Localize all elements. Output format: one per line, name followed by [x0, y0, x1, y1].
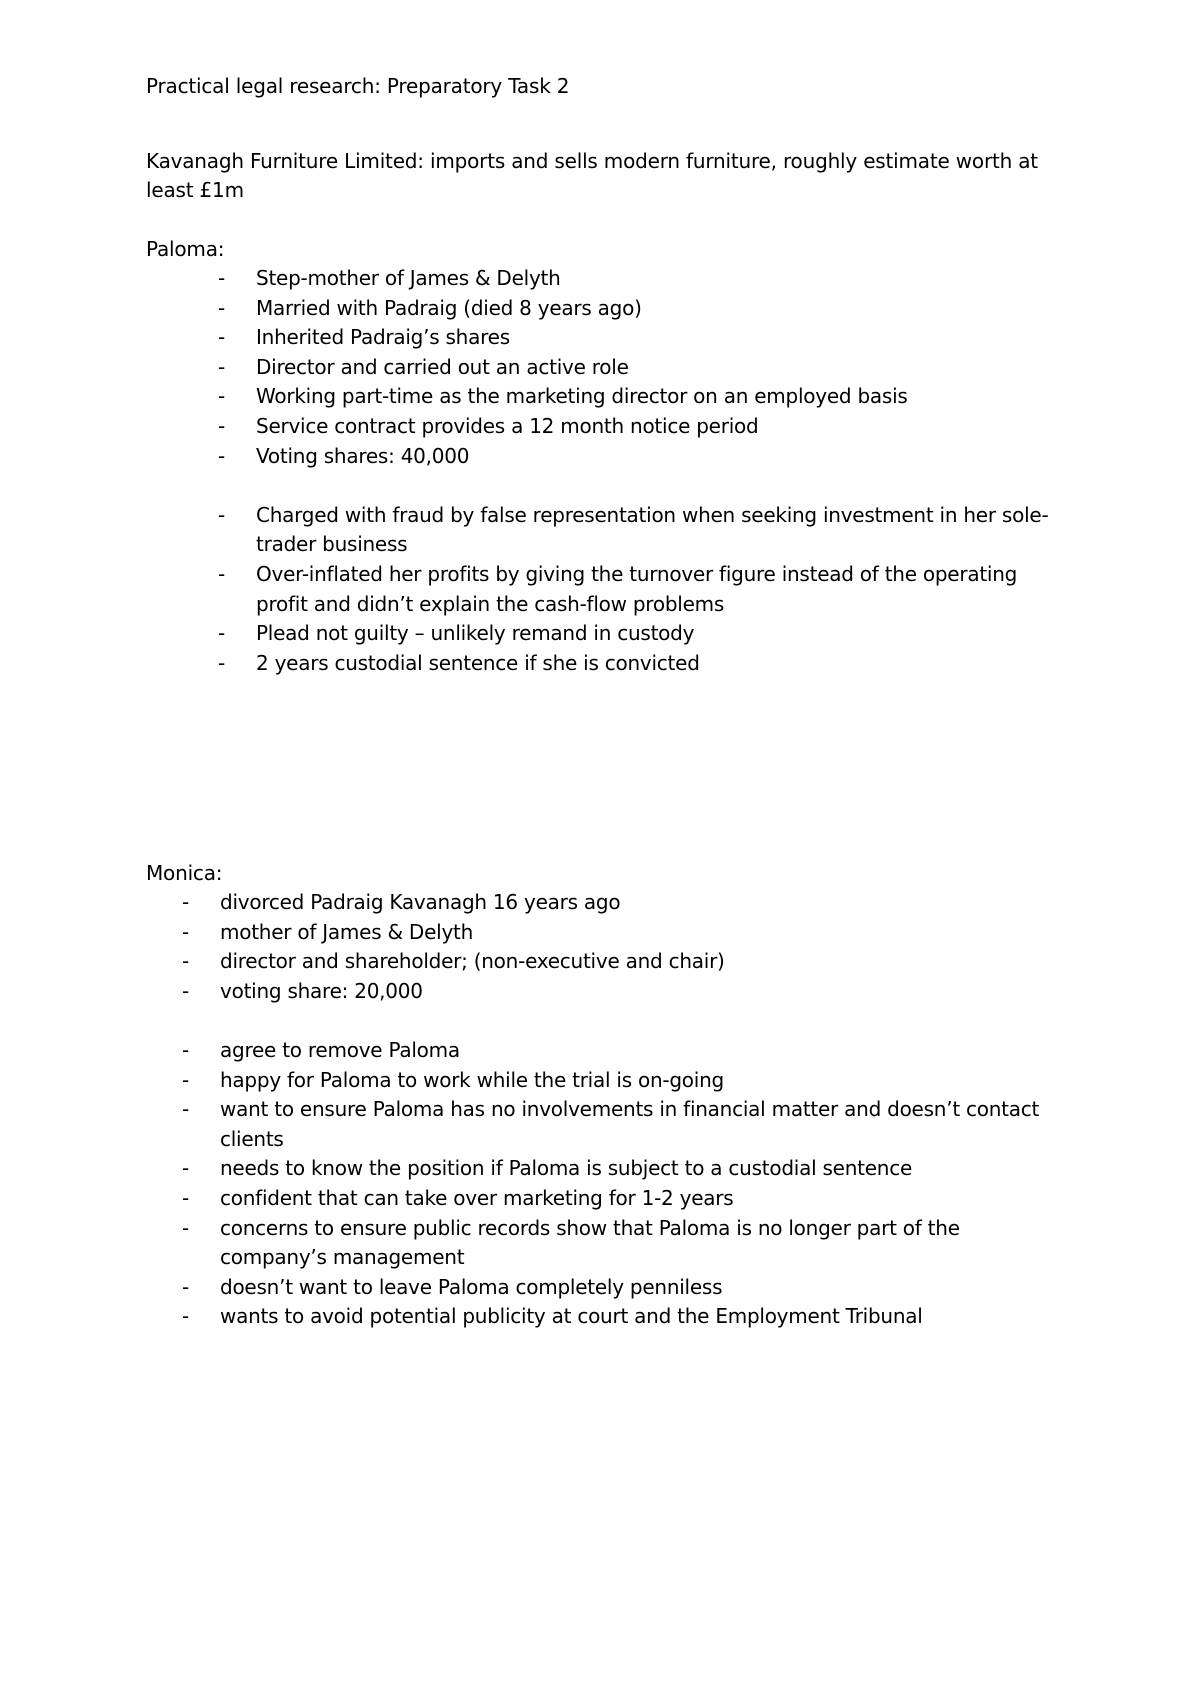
paloma-list-item: [218, 294, 1068, 324]
monica-list-item: [182, 1302, 1062, 1332]
monica-list-item: [182, 1066, 1062, 1096]
paloma-heading: Paloma:: [146, 237, 225, 261]
bullet-dash: -: [218, 561, 225, 586]
bullet-dash: -: [182, 1215, 189, 1240]
bullet-dash: -: [218, 443, 225, 468]
company-description-line-2: least £1m: [146, 178, 244, 202]
bullet-dash: -: [182, 1274, 189, 1299]
bullet-dash: -: [218, 325, 225, 350]
paloma-list-item: [218, 560, 1068, 619]
bullet-dash: -: [182, 1304, 189, 1329]
monica-list-item-text: happy for Paloma to work while the trial is on-going: [220, 1067, 724, 1092]
paloma-list-item-text: Step-mother of James & Delyth: [256, 266, 561, 290]
monica-list-item-text: mother of James & Delyth: [220, 919, 474, 944]
paloma-list-item-text: Charged with fraud by false representation when seeking investment in her sole-trader business: [256, 502, 1049, 557]
paloma-list-item-text: Plead not guilty – unlikely remand in custody: [256, 621, 695, 646]
monica-list-item: [182, 1095, 1062, 1154]
paloma-list-item: [218, 323, 1068, 353]
paloma-list-item-text: Voting shares: 40,000: [256, 443, 470, 468]
monica-list-item: [182, 1273, 1062, 1303]
bullet-dash: -: [182, 919, 189, 944]
paloma-list-item: [218, 264, 1068, 294]
bullet-dash: -: [182, 1185, 189, 1210]
paloma-list-item: [218, 501, 1068, 560]
paloma-list-item-text: Married with Padraig (died 8 years ago): [256, 295, 642, 320]
bullet-dash: -: [218, 295, 225, 320]
paloma-bullet-list: [218, 264, 1068, 678]
monica-list-item: [182, 947, 1062, 977]
bullet-dash: -: [182, 1067, 189, 1092]
monica-bullet-list: [182, 888, 1062, 1332]
paloma-list-item: [218, 649, 1068, 679]
bullet-dash: -: [182, 1156, 189, 1181]
monica-list-item-text: doesn’t want to leave Paloma completely penniless: [220, 1274, 723, 1299]
bullet-dash: -: [218, 354, 225, 379]
paloma-list-item-text: 2 years custodial sentence if she is convicted: [256, 650, 700, 675]
monica-list-item: [182, 1214, 1062, 1273]
paloma-list-item-text: Service contract provides a 12 month notice period: [256, 413, 759, 438]
paloma-list-spacer: [218, 471, 1068, 501]
bullet-dash: -: [182, 1097, 189, 1122]
document-title: Practical legal research: Preparatory Task 2: [146, 74, 570, 98]
bullet-dash: -: [218, 621, 225, 646]
paloma-list-item: [218, 619, 1068, 649]
monica-list-item: [182, 977, 1062, 1007]
bullet-dash: -: [182, 949, 189, 974]
bullet-dash: -: [218, 502, 225, 527]
paloma-list-item-text: Director and carried out an active role: [256, 354, 629, 379]
paloma-list-item-text: Working part-time as the marketing director on an employed basis: [256, 384, 908, 409]
monica-list-item-text: needs to know the position if Paloma is subject to a custodial sentence: [220, 1156, 913, 1181]
monica-list-item-text: concerns to ensure public records show that Paloma is no longer part of the company’s management: [220, 1215, 960, 1270]
monica-list-item-text: wants to avoid potential publicity at court and the Employment Tribunal: [220, 1304, 923, 1329]
monica-list-item-text: want to ensure Paloma has no involvements in financial matter and doesn’t contact clients: [220, 1097, 1040, 1151]
monica-list-item-text: agree to remove Paloma: [220, 1037, 460, 1062]
paloma-list-item-text: Inherited Padraig’s shares: [256, 325, 510, 350]
monica-list-item-text: confident that can take over marketing for 1-2 years: [220, 1185, 734, 1210]
bullet-dash: -: [182, 890, 189, 914]
monica-list-spacer: [182, 1006, 1062, 1036]
monica-list-item: [182, 1036, 1062, 1066]
monica-list-item-text: voting share: 20,000: [220, 978, 423, 1003]
monica-list-item: [182, 1184, 1062, 1214]
bullet-dash: -: [218, 384, 225, 409]
paloma-list-item: [218, 412, 1068, 442]
monica-heading: Monica:: [146, 861, 223, 885]
bullet-dash: -: [218, 266, 225, 290]
company-description-line-1: Kavanagh Furniture Limited: imports and sells modern furniture, roughly estimate worth at: [146, 149, 1038, 173]
monica-list-item-text: director and shareholder; (non-executive and chair): [220, 949, 725, 974]
paloma-list-item-text: Over-inflated her profits by giving the turnover figure instead of the operating profit and didn’t explain the cash-flow problems: [256, 561, 1018, 616]
bullet-dash: -: [182, 1037, 189, 1062]
monica-list-item: [182, 888, 1062, 918]
paloma-list-item: [218, 442, 1068, 472]
monica-list-item: [182, 918, 1062, 948]
bullet-dash: -: [218, 650, 225, 675]
paloma-list-item: [218, 353, 1068, 383]
bullet-dash: -: [182, 978, 189, 1003]
paloma-list-item: [218, 382, 1068, 412]
monica-list-item: [182, 1154, 1062, 1184]
monica-list-item-text: divorced Padraig Kavanagh 16 years ago: [220, 890, 621, 914]
bullet-dash: -: [218, 413, 225, 438]
